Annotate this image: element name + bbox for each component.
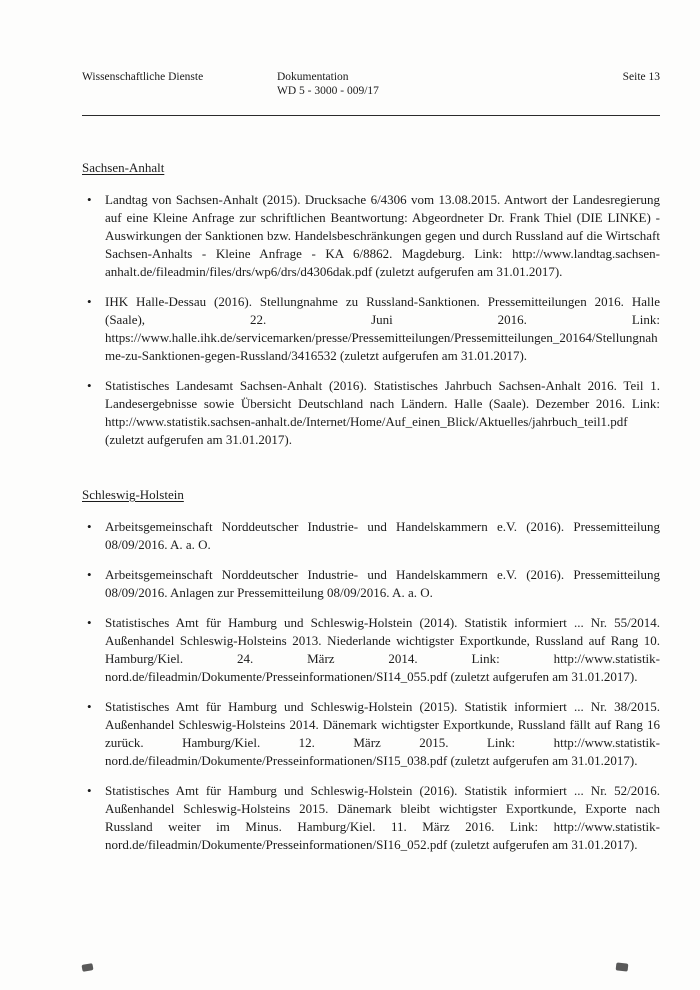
section-schleswig-holstein [82, 487, 660, 854]
header-doc-type: Dokumentation [277, 71, 349, 83]
header-page-number: Seite 13 [622, 71, 660, 83]
header-divider [82, 115, 660, 116]
reference-list [82, 191, 660, 449]
section-heading: Schleswig-Holstein [82, 487, 184, 502]
header-doc-number: WD 5 - 3000 - 009/17 [277, 85, 379, 97]
reference-item [82, 698, 660, 770]
bullet-icon [87, 782, 92, 800]
page-header [82, 70, 660, 98]
bullet-icon [87, 614, 92, 632]
bullet-icon [87, 191, 92, 209]
section-heading: Sachsen-Anhalt [82, 160, 165, 175]
reference-text: IHK Halle-Dessau (2016). Stellungnahme zu Russland-Sanktionen. Pressemitteilungen 2016. Halle (Saale), 22. Juni 2016. Link: https://www.halle.ihk.de/servicemarken/presse/Pressemitteilungen/Pressemitteilungen_20164/Stellungnahme-zu-Sanktionen-gegen-Russland/3416532 (zuletzt aufgerufen am 31.01.2017). [105, 294, 660, 363]
header-organization: Wissenschaftliche Dienste [82, 71, 204, 83]
bullet-icon [87, 698, 92, 716]
reference-item [82, 566, 660, 602]
reference-text: Arbeitsgemeinschaft Norddeutscher Industrie- und Handelskammern e.V. (2016). Pressemitteilung 08/09/2016. Anlagen zur Pressemitteilung 08/09/2016. A. a. O. [105, 567, 660, 600]
section-sachsen-anhalt [82, 160, 660, 449]
header-doc-info [277, 70, 623, 98]
reference-text: Statistisches Amt für Hamburg und Schleswig-Holstein (2016). Statistik informiert ... Nr. 52/2016. Außenhandel Schleswig-Holsteins 2015. Dänemark bleibt wichtigster Exportkunde, Exporte nach Russland weiter im Minus. Hamburg/Kiel. 11. März 2016. Link: http://www.statistik-nord.de/fileadmin/Dokumente/Presseinformationen/SI16_052.pdf (zuletzt aufgerufen am 31.01.2017). [105, 783, 660, 852]
reference-item [82, 782, 660, 854]
bullet-icon [87, 518, 92, 536]
reference-text: Statistisches Amt für Hamburg und Schleswig-Holstein (2015). Statistik informiert ... Nr. 38/2015. Außenhandel Schleswig-Holsteins 2014. Dänemark wichtigster Exportkunde, Russland fällt auf Rang 16 zurück. Hamburg/Kiel. 12. März 2015. Link: http://www.statistik-nord.de/fileadmin/Dokumente/Presseinformationen/SI15_038.pdf (zuletzt aufgerufen am 31.01.2017). [105, 699, 660, 768]
reference-list [82, 518, 660, 854]
reference-text: Arbeitsgemeinschaft Norddeutscher Industrie- und Handelskammern e.V. (2016). Pressemitteilung 08/09/2016. A. a. O. [105, 519, 660, 552]
reference-text: Statistisches Landesamt Sachsen-Anhalt (2016). Statistisches Jahrbuch Sachsen-Anhalt 2016. Teil 1. Landesergebnisse sowie Übersicht Deutschland nach Ländern. Halle (Saale). Dezember 2016. Link: http://www.statistik.sachsen-anhalt.de/Internet/Home/Auf_einen_Blick/Aktuelles/jahrbuch_teil1.pdf (zuletzt aufgerufen am 31.01.2017). [105, 378, 660, 447]
reference-item [82, 293, 660, 365]
reference-item [82, 614, 660, 686]
bullet-icon [87, 293, 92, 311]
reference-item [82, 377, 660, 449]
reference-text: Landtag von Sachsen-Anhalt (2015). Drucksache 6/4306 vom 13.08.2015. Antwort der Landesregierung auf eine Kleine Anfrage zur schriftlichen Beantwortung: Abgeordneter Dr. Frank Thiel (DIE LINKE) - Auswirkungen der Sanktionen bzw. Handelsbeschränkungen gegen und durch Russland auf die Wirtschaft Sachsen-Anhalts - Kleine Anfrage - KA 6/8862. Magdeburg. Link: http://www.landtag.sachsen-anhalt.de/fileadmin/files/drs/wp6/drs/d4306dak.pdf (zuletzt aufgerufen am 31.01.2017). [105, 192, 660, 279]
scan-artifact-bottom-right [616, 962, 629, 971]
reference-item [82, 518, 660, 554]
reference-text: Statistisches Amt für Hamburg und Schleswig-Holstein (2014). Statistik informiert ... Nr. 55/2014. Außenhandel Schleswig-Holsteins 2013. Niederlande wichtigster Exportkunde, Russland auf Rang 10. Hamburg/Kiel. 24. März 2014. Link: http://www.statistik-nord.de/fileadmin/Dokumente/Presseinformationen/SI14_055.pdf (zuletzt aufgerufen am 31.01.2017). [105, 615, 660, 684]
reference-item [82, 191, 660, 281]
bullet-icon [87, 377, 92, 395]
bullet-icon [87, 566, 92, 584]
